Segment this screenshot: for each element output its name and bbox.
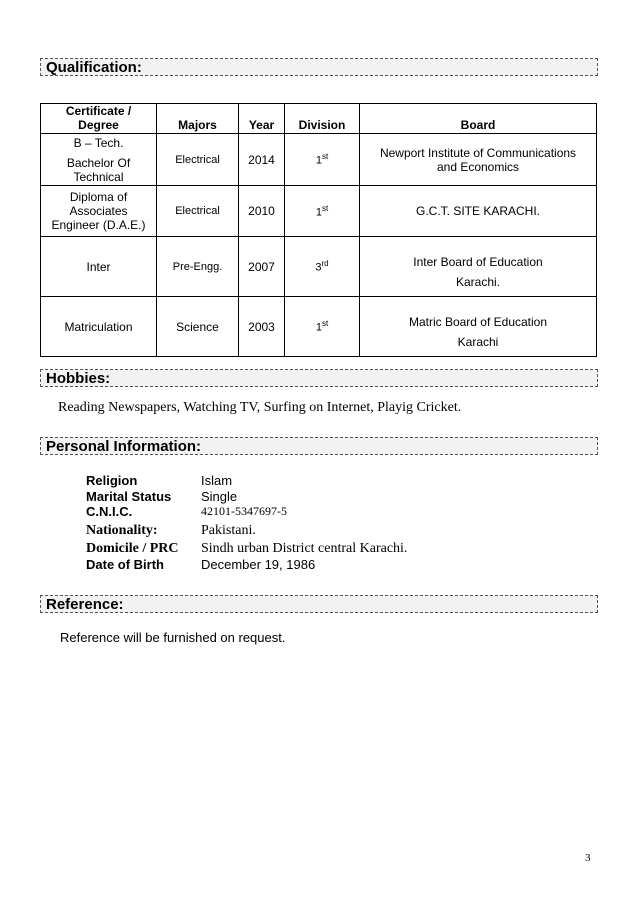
- header-year: Year: [239, 104, 285, 134]
- marital-status-value: Single: [201, 488, 238, 504]
- table-header-row: [41, 104, 597, 134]
- division-suffix: st: [321, 203, 329, 213]
- cell-certificate: Inter: [41, 237, 157, 297]
- cell-division: [285, 237, 360, 297]
- cell-majors: Electrical: [157, 134, 239, 186]
- board-line: Inter Board of Education: [413, 254, 543, 269]
- header-board: Board: [360, 104, 597, 134]
- religion-label: Religion: [86, 473, 138, 488]
- cell-board: Newport Institute of Communications and Economics: [360, 134, 597, 186]
- reference-text: Reference will be furnished on request.: [60, 630, 286, 645]
- cert-line: B – Tech.: [73, 135, 124, 150]
- cell-year: 2007: [239, 237, 285, 297]
- cell-year: 2010: [239, 186, 285, 237]
- section-heading-personal-info: Personal Information:: [40, 437, 598, 455]
- date-of-birth-value: December 19, 1986: [201, 556, 316, 572]
- domicile-label: Domicile / PRC: [86, 541, 179, 556]
- cell-majors: Pre-Engg.: [157, 237, 239, 297]
- info-row-marital-status: [86, 489, 407, 505]
- religion-value: Islam: [201, 473, 233, 488]
- personal-info-list: [86, 473, 407, 572]
- hobbies-text: Reading Newspapers, Watching TV, Surfing on Internet, Playig Cricket.: [58, 400, 462, 415]
- table-row: [41, 186, 597, 237]
- info-row-nationality: [86, 520, 407, 539]
- cert-line: Bachelor Of Technical: [66, 155, 131, 184]
- table-row: [41, 134, 597, 186]
- qualification-table: [40, 103, 597, 357]
- domicile-value: Sindh urban District central Karachi.: [201, 541, 408, 556]
- section-heading-qualification: Qualification:: [40, 58, 598, 76]
- header-division: Division: [285, 104, 360, 134]
- board-line: Karachi.: [455, 274, 501, 289]
- division-suffix: st: [321, 152, 329, 162]
- cnic-value: 42101-5347697-5: [201, 504, 287, 518]
- cell-board: G.C.T. SITE KARACHI.: [360, 186, 597, 237]
- cnic-label: C.N.I.C.: [86, 504, 133, 519]
- cell-certificate: Matriculation: [41, 297, 157, 357]
- header-majors: Majors: [157, 104, 239, 134]
- date-of-birth-label: Date of Birth: [86, 556, 164, 572]
- table-row: [41, 237, 597, 297]
- division-number: 1: [315, 206, 322, 219]
- cell-year: 2014: [239, 134, 285, 186]
- cell-board: [360, 237, 597, 297]
- division-number: 1: [315, 321, 322, 334]
- board-line: Karachi: [457, 334, 499, 349]
- nationality-label: Nationality:: [86, 522, 158, 538]
- cell-division: [285, 134, 360, 186]
- header-certificate: Certificate / Degree: [41, 104, 157, 134]
- cell-certificate: [41, 134, 157, 186]
- section-heading-reference: Reference:: [40, 595, 598, 613]
- board-line: Matric Board of Education: [408, 314, 548, 329]
- cell-board: [360, 297, 597, 357]
- page-number: 3: [585, 852, 591, 864]
- division-number: 1: [315, 154, 322, 167]
- cell-certificate: Diploma of Associates Engineer (D.A.E.): [41, 186, 157, 237]
- section-heading-hobbies: Hobbies:: [40, 369, 598, 387]
- cell-majors: Science: [157, 297, 239, 357]
- division-number: 3: [315, 261, 322, 274]
- division-suffix: rd: [321, 259, 329, 269]
- nationality-value: Pakistani.: [201, 522, 256, 538]
- division-suffix: st: [321, 319, 329, 329]
- info-row-date-of-birth: [86, 557, 407, 573]
- info-row-cnic: [86, 504, 407, 520]
- cell-division: [285, 186, 360, 237]
- cell-division: [285, 297, 360, 357]
- cell-majors: Electrical: [157, 186, 239, 237]
- marital-status-label: Marital Status: [86, 488, 172, 504]
- info-row-domicile: [86, 538, 407, 557]
- cell-year: 2003: [239, 297, 285, 357]
- table-row: [41, 297, 597, 357]
- info-row-religion: [86, 473, 407, 489]
